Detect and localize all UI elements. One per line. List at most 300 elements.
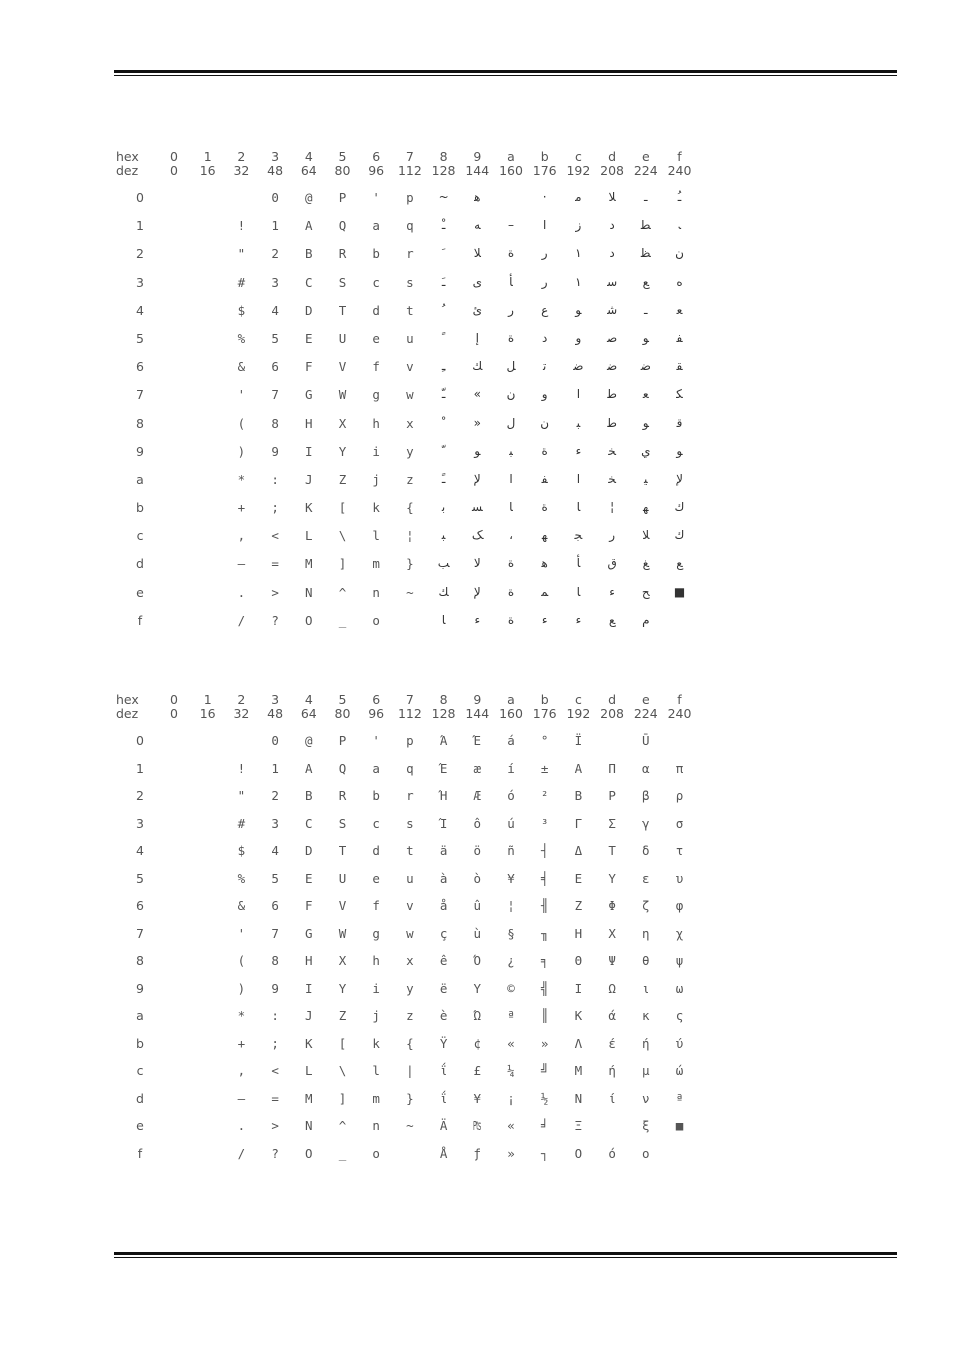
char-cell: Ω: [608, 980, 616, 996]
char-cell: ﺍ: [509, 471, 513, 486]
char-cell: !: [237, 218, 246, 234]
column-header: [595, 693, 629, 721]
column-header: [427, 693, 461, 721]
char-cell: ﺓ: [507, 246, 515, 261]
char-cell: N: [305, 1118, 313, 1133]
char-cell: E: [305, 870, 313, 886]
table-header: [116, 150, 696, 180]
column-hex: 9: [473, 692, 482, 707]
char-cell: g: [372, 387, 380, 403]
column-dez: 144: [465, 706, 490, 721]
char-cell: N: [305, 584, 313, 600]
char-cell: ~: [406, 584, 414, 600]
char-cell: I: [305, 980, 313, 996]
char-cell: ê: [439, 953, 448, 968]
char-cell: ﻮ: [642, 330, 649, 345]
column-dez: 32: [233, 706, 250, 721]
char-cell: ﺀ: [575, 443, 582, 458]
char-cell: S: [338, 815, 347, 831]
dez-label: dez: [116, 163, 139, 178]
char-cell: ﺓ: [507, 556, 515, 571]
char-cell: ι: [642, 980, 650, 996]
char-cell: y: [406, 980, 414, 996]
char-cell: B: [574, 788, 583, 803]
char-cell: R: [338, 788, 347, 803]
char-cell: ﻹ: [676, 471, 683, 486]
table-header: [116, 693, 696, 723]
char-cell: ﻹ: [473, 584, 481, 599]
char-cell: ñ: [507, 843, 515, 858]
char-cell: R: [338, 246, 347, 262]
column-header: [595, 150, 629, 178]
char-cell: ώ: [675, 1063, 684, 1078]
column-header: [326, 693, 360, 721]
column-hex: e: [641, 692, 650, 707]
char-cell: i: [372, 443, 380, 459]
char-cell: ﹱ: [441, 471, 446, 486]
char-cell: ١: [575, 274, 582, 289]
column-header: [191, 693, 225, 721]
char-cell: τ: [675, 843, 684, 858]
char-cell: <: [271, 528, 279, 544]
char-cell: 8: [271, 953, 279, 968]
column-hex: d: [608, 149, 617, 164]
char-cell: V: [338, 898, 347, 913]
char-cell: W: [338, 925, 347, 941]
charset-table-arabic: [116, 149, 696, 628]
char-cell: ΐ: [439, 1063, 448, 1078]
char-cell: Y: [338, 443, 347, 459]
char-cell: s: [406, 274, 414, 290]
char-cell: ﻈ: [640, 246, 651, 261]
char-cell: A: [305, 760, 313, 776]
column-hex: 3: [271, 149, 280, 164]
char-cell: 0: [271, 190, 279, 205]
char-cell: ┐: [540, 1145, 549, 1161]
char-cell: »: [540, 1035, 549, 1051]
char-cell: +: [237, 500, 246, 516]
char-cell: Ά: [439, 733, 448, 748]
char-cell: –: [508, 218, 514, 233]
column-header: [258, 693, 292, 721]
char-cell: F: [305, 898, 313, 913]
char-cell: Ώ: [473, 1008, 482, 1023]
dez-label: dez: [116, 706, 139, 721]
char-cell: F: [305, 359, 313, 375]
char-cell: ﻮ: [642, 415, 649, 430]
char-cell: B: [305, 788, 313, 803]
char-cell: w: [406, 387, 414, 403]
char-cell: ύ: [675, 1035, 684, 1051]
char-cell: à: [439, 870, 448, 886]
char-cell: ¦: [507, 898, 515, 913]
header-label: [116, 693, 146, 721]
char-cell: =: [271, 1090, 279, 1106]
char-cell: ¢: [473, 1035, 482, 1051]
column-dez: 96: [368, 163, 385, 178]
char-cell: N: [574, 1090, 583, 1106]
char-cell: K: [574, 1008, 583, 1023]
char-cell: ﺿ: [573, 359, 584, 374]
char-cell: #: [237, 815, 246, 831]
char-cell: K: [305, 1035, 313, 1051]
row-label: 3: [136, 274, 144, 290]
char-cell: §: [507, 925, 515, 941]
char-cell: l: [372, 1063, 380, 1078]
column-dez: 240: [667, 163, 692, 178]
char-cell: u: [406, 870, 414, 886]
char-cell: 9: [271, 980, 279, 996]
char-cell: =: [271, 556, 279, 572]
char-cell: Ϊ: [574, 733, 583, 748]
char-cell: 2: [271, 246, 279, 262]
char-cell: O: [305, 1145, 313, 1161]
char-cell: g: [372, 925, 380, 941]
char-cell: –: [237, 556, 246, 572]
char-cell: B: [305, 246, 313, 262]
column-dez: 0: [170, 706, 178, 721]
char-cell: ò: [473, 870, 482, 886]
char-cell: ﻥ: [540, 415, 550, 430]
column-header: [393, 693, 427, 721]
char-cell: Q: [338, 760, 347, 776]
char-cell: #: [237, 274, 246, 290]
row-label: 4: [136, 843, 144, 858]
column-hex: 6: [372, 149, 381, 164]
char-cell: ﻊ: [676, 556, 683, 571]
char-cell: 3: [271, 815, 279, 831]
column-dez: 0: [170, 163, 178, 178]
char-cell: å: [439, 898, 448, 913]
char-cell: j: [372, 1008, 380, 1023]
column-hex: 4: [304, 149, 313, 164]
char-cell: C: [305, 274, 313, 290]
char-cell: O: [574, 1145, 583, 1161]
char-cell: ﮏ: [471, 528, 483, 543]
row-label: 6: [136, 898, 144, 913]
char-cell: ﺎ: [441, 612, 446, 627]
char-cell: ﺻ: [606, 330, 618, 345]
char-cell: V: [338, 359, 347, 375]
column-dez: 144: [465, 163, 490, 178]
char-cell: ª: [675, 1090, 684, 1106]
char-cell: ﻉ: [541, 302, 549, 317]
row-label: c: [136, 528, 144, 544]
column-dez: 16: [199, 706, 216, 721]
column-hex: 8: [439, 149, 448, 164]
char-cell: ): [237, 443, 246, 459]
char-cell: E: [574, 870, 583, 886]
char-cell: 6: [271, 359, 279, 375]
char-cell: ﻱ: [641, 443, 651, 458]
char-cell: 4: [271, 843, 279, 858]
column-hex: 2: [237, 149, 246, 164]
char-cell: ﺎ: [576, 500, 581, 515]
char-cell: $: [237, 302, 246, 318]
char-cell: p: [406, 190, 414, 205]
char-cell: r: [406, 788, 414, 803]
char-cell: P: [338, 190, 347, 205]
char-cell: á: [507, 733, 515, 748]
char-cell: ﺭ: [508, 302, 514, 317]
char-cell: ﺳ: [607, 274, 618, 289]
row-label: 8: [136, 953, 144, 968]
column-header: [663, 693, 697, 721]
char-cell: Ϋ: [439, 1035, 448, 1051]
row-label: 2: [136, 246, 144, 262]
char-cell: ;: [271, 1035, 279, 1051]
char-cell: |: [406, 1063, 414, 1078]
char-cell: I: [305, 443, 313, 459]
char-cell: J: [305, 1008, 313, 1023]
char-cell: ﻬ: [643, 500, 649, 515]
char-cell: ω: [675, 980, 684, 996]
column-dez: 240: [667, 706, 692, 721]
char-cell: a: [372, 218, 380, 234]
char-cell: H: [574, 925, 583, 941]
char-cell: ﺩ: [609, 246, 615, 261]
char-cell: 2: [271, 788, 279, 803]
column-header: [326, 150, 360, 178]
char-cell: ?: [271, 612, 279, 628]
column-hex: 4: [304, 692, 313, 707]
char-cell: æ: [473, 760, 482, 776]
char-cell: ù: [473, 925, 482, 941]
char-cell: ﺗ: [543, 359, 547, 374]
char-cell: ﻝ: [506, 415, 516, 430]
char-cell: £: [473, 1063, 482, 1078]
char-cell: C: [305, 815, 313, 831]
column-dez: 176: [532, 163, 557, 178]
char-cell: ¥: [473, 1090, 482, 1106]
top-rule: [114, 70, 897, 76]
column-dez: 16: [199, 163, 216, 178]
row-label: 4: [136, 302, 144, 318]
char-cell: ': [372, 733, 380, 748]
char-cell: ﺨ: [608, 443, 616, 458]
char-cell: ﻔ: [676, 330, 683, 345]
char-cell: Ū: [642, 733, 650, 748]
column-header: [258, 150, 292, 178]
char-cell: ﺓ: [507, 330, 515, 345]
char-cell: t: [406, 302, 414, 318]
column-hex: 2: [237, 692, 246, 707]
row-label: 1: [136, 760, 144, 776]
char-cell: β: [642, 788, 650, 803]
char-cell: «: [507, 1035, 515, 1051]
char-cell: ﻗ: [676, 415, 683, 430]
char-cell: η: [642, 925, 650, 941]
char-cell: q: [406, 218, 414, 234]
char-cell: ﺯ: [575, 218, 582, 233]
hex-label: hex: [116, 692, 139, 707]
char-cell: ﺒ: [576, 415, 581, 430]
char-cell: m: [372, 556, 380, 572]
char-cell: ﺀ: [541, 612, 548, 627]
row-label: 9: [136, 443, 144, 459]
char-cell: ﹽ: [441, 387, 446, 402]
column-header: [629, 693, 663, 721]
char-cell: h: [372, 953, 380, 968]
char-cell: k: [372, 1035, 380, 1051]
char-cell: ₧: [473, 1118, 482, 1133]
char-cell: Λ: [574, 1035, 583, 1051]
char-cell: ﻘ: [676, 359, 683, 374]
char-cell: ﻻ: [473, 556, 481, 571]
char-cell: φ: [675, 898, 684, 913]
char-cell: ﻄ: [640, 218, 651, 233]
char-cell: T: [338, 302, 347, 318]
bottom-rule: [114, 1252, 897, 1258]
char-cell: z: [406, 471, 414, 487]
char-cell: ﺢ: [641, 584, 650, 599]
char-cell: ): [237, 980, 246, 996]
char-cell: ﺓ: [507, 612, 515, 627]
char-cell: ﺓ: [541, 443, 548, 458]
char-cell: ﻴ: [643, 471, 648, 486]
char-cell: I: [574, 980, 583, 996]
column-hex: b: [540, 149, 549, 164]
char-cell: ﻬ: [541, 528, 548, 543]
char-cell: }: [406, 556, 414, 572]
char-cell: ﻪ: [474, 218, 481, 233]
char-cell: û: [473, 898, 482, 913]
char-cell: ä: [439, 843, 448, 858]
char-cell: χ: [675, 925, 684, 941]
char-cell: X: [338, 415, 347, 431]
char-cell: ﻊ: [608, 612, 616, 627]
column-dez: 224: [633, 163, 658, 178]
char-cell: J: [305, 471, 313, 487]
char-cell: +: [237, 1035, 246, 1051]
char-cell: ': [372, 190, 380, 205]
char-cell: d: [372, 843, 380, 858]
column-hex: 0: [170, 692, 178, 707]
char-cell: }: [406, 1090, 414, 1106]
char-cell: ﹻ: [441, 359, 446, 374]
char-cell: ╡: [540, 870, 549, 886]
char-cell: 3: [271, 274, 279, 290]
char-cell: X: [338, 953, 347, 968]
column-hex: 7: [405, 149, 414, 164]
column-header: [460, 693, 494, 721]
row-label: d: [136, 1090, 144, 1106]
char-cell: ±: [540, 760, 549, 776]
char-cell: \: [338, 528, 347, 544]
char-cell: v: [406, 359, 414, 375]
column-dez: 160: [499, 706, 523, 721]
char-cell: ,: [237, 528, 246, 544]
char-cell: U: [338, 870, 347, 886]
column-header: [292, 693, 326, 721]
char-cell: »: [507, 1145, 515, 1161]
column-hex: a: [507, 149, 515, 164]
char-cell: (: [237, 953, 246, 968]
column-dez: 96: [368, 706, 385, 721]
column-hex: 1: [203, 149, 212, 164]
char-cell: ô: [473, 815, 482, 831]
char-cell: n: [372, 584, 380, 600]
char-cell: ـ: [644, 302, 648, 317]
char-cell: .: [237, 584, 246, 600]
column-header: [494, 693, 528, 721]
char-cell: ή: [642, 1035, 650, 1051]
char-cell: σ: [675, 815, 684, 831]
char-cell: δ: [642, 843, 650, 858]
char-cell: ﻼ: [473, 246, 481, 261]
char-cell: ﺉ: [472, 302, 482, 317]
char-cell: ﻌ: [642, 387, 649, 402]
char-cell: !: [237, 760, 246, 776]
column-hex: 8: [439, 692, 448, 707]
char-cell: ﻮ: [575, 302, 582, 317]
char-cell: °: [540, 733, 549, 748]
char-cell: ■: [673, 584, 686, 599]
char-cell: ﺷ: [607, 302, 618, 317]
column-hex: 3: [271, 692, 280, 707]
char-cell: Ή: [439, 788, 448, 803]
column-hex: a: [507, 692, 515, 707]
char-cell: Φ: [608, 898, 616, 913]
char-cell: M: [305, 556, 313, 572]
char-cell: A: [305, 218, 313, 234]
char-cell: ©: [507, 980, 515, 996]
row-label: e: [136, 584, 144, 600]
char-cell: ή: [608, 1063, 616, 1078]
char-cell: ﺀ: [609, 584, 615, 599]
char-cell: ╢: [540, 898, 549, 913]
char-cell: Y: [338, 980, 347, 996]
char-cell: ƒ: [473, 1145, 482, 1161]
char-cell: Ä: [439, 1118, 448, 1133]
char-cell: T: [608, 843, 616, 858]
char-cell: ﹷ: [441, 274, 446, 289]
char-cell: 6: [271, 898, 279, 913]
column-dez: 48: [267, 163, 284, 178]
char-cell: ': [237, 925, 246, 941]
row-label: 5: [136, 870, 144, 886]
char-cell: ﻩ: [676, 274, 683, 289]
char-cell: ﻮ: [676, 443, 683, 458]
char-cell: _: [338, 612, 347, 628]
char-cell: 1: [271, 760, 279, 776]
char-cell: ί: [608, 1090, 616, 1106]
char-cell: ﺒ: [509, 443, 513, 458]
char-cell: ﻚ: [438, 584, 449, 599]
char-cell: <: [271, 1063, 279, 1078]
char-cell: :: [271, 471, 279, 487]
char-cell: ë: [439, 980, 448, 996]
char-cell: e: [372, 330, 380, 346]
char-cell: u: [406, 330, 414, 346]
char-cell: U: [338, 330, 347, 346]
char-cell: ╝: [540, 1063, 549, 1078]
row-label: a: [136, 1008, 144, 1023]
char-cell: ﺭ: [609, 528, 615, 543]
char-cell: ١: [575, 246, 582, 261]
char-cell: v: [406, 898, 414, 913]
char-cell: t: [406, 843, 414, 858]
char-cell: ﻼ: [608, 190, 616, 204]
char-cell: ﻃ: [607, 387, 617, 402]
char-cell: /: [237, 612, 246, 628]
char-cell: ﻹ: [473, 471, 481, 486]
row-label: e: [136, 1118, 144, 1133]
char-cell: í: [507, 760, 515, 776]
char-cell: [: [338, 500, 347, 516]
char-cell: ΐ: [439, 1090, 448, 1106]
char-cell: ~: [406, 1118, 414, 1133]
